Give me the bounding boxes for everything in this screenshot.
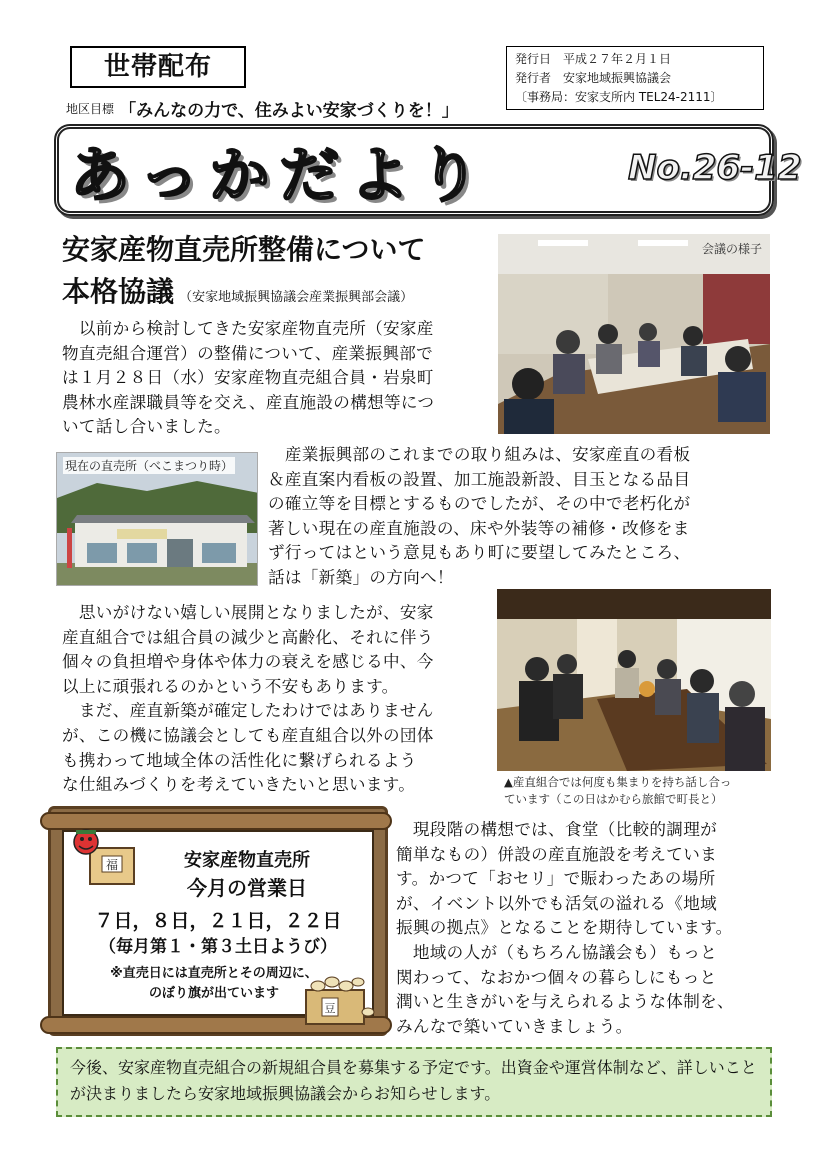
headline-subtitle: （安家地域振興協議会産業振興部会議） xyxy=(179,290,414,305)
text-line: の確立等を目標とするものでしたが、その中で老朽化が xyxy=(268,494,691,514)
headline: 安家産物直売所整備について xyxy=(62,233,426,266)
recruitment-notice: 今後、安家産物直売組合の新規組合員を募集する予定です。出資金や運営体制など、詳しいことが決まりましたら安家地域振興協議会からお知らせします。 xyxy=(56,1047,772,1117)
text-line: 地域の人が（もちろん協議会も）もっと xyxy=(396,942,717,962)
text-line: みんなで築いていきましょう。 xyxy=(396,1016,633,1036)
headline-main: 本格協議 xyxy=(62,275,175,308)
district-slogan xyxy=(66,96,496,121)
headline-second-line xyxy=(62,270,413,310)
fuku-label: 福 xyxy=(105,858,119,872)
text-line: も携わって地域全体の活性化に繋げられるよう xyxy=(62,750,417,770)
article-paragraph-1 xyxy=(62,317,434,440)
text-line: 振興の拠点》となることを期待しています。 xyxy=(396,918,733,938)
text-line: 個々の負担増や身体や体力の衰えを感じる中、今 xyxy=(62,652,434,672)
newsletter-title: あっかだより xyxy=(70,141,490,211)
article-paragraph-3 xyxy=(62,601,434,798)
text-line: 関わって、なおかつ個々の暮らしにもっと xyxy=(396,967,717,987)
text-line: まだ、産直新築が確定したわけではありません xyxy=(62,701,434,721)
text-line: 農林水産課職員等を交え、産直施設の構想等につ xyxy=(62,392,435,412)
text-line: 現段階の構想では、食堂（比較的調理が xyxy=(396,820,717,839)
meeting-photo xyxy=(498,234,770,434)
issue-number: No.26-12 xyxy=(628,148,802,188)
text-line: 話は「新築」の方向へ！ xyxy=(268,567,454,587)
board-note-1: ※直売日には直売所とその周辺に、 xyxy=(110,966,318,981)
article-paragraph-2 xyxy=(268,443,690,591)
distribution-label: 世帯配布 xyxy=(70,46,246,88)
text-line: ず行ってはという意見もあり町に要望してみたところ、 xyxy=(268,543,691,563)
text-line: 以前から検討してきた安家産物直売所（安家産 xyxy=(62,319,434,338)
publisher: 発行者 安家地域振興協議会 xyxy=(515,71,672,85)
board-title: 安家産物直売所 xyxy=(184,850,310,871)
publication-info xyxy=(506,46,764,110)
shop-photo-caption: 現在の直売所（べこまつり時） xyxy=(65,459,234,473)
text-line: ＆産直案内看板の設置、加工施設新設、目玉となる品目 xyxy=(268,469,691,489)
gathering-caption-line-2: ています（この日はかむら旅館で町長と） xyxy=(504,792,723,806)
bean-box-icon xyxy=(300,972,376,1028)
gathering-caption-line-1: ▲産直組合では何度も集まりを持ち話し合っ xyxy=(504,775,732,789)
article-paragraph-4 xyxy=(396,818,734,1039)
text-line: 産直組合では組合員の減少と高齢化、それに伴う xyxy=(62,627,434,647)
shop-photo xyxy=(56,452,258,586)
text-line: 潤いと生きがいを与えられるような体制を、 xyxy=(396,992,734,1012)
board-dates: ７日，８日，２１日，２２日 xyxy=(94,910,342,932)
meeting-photo-image xyxy=(498,234,770,434)
text-line: な仕組みづくりを考えていきたいと思います。 xyxy=(62,775,416,795)
text-line: 思いがけない嬉しい展開となりましたが、安家 xyxy=(62,603,434,622)
board-note-2: のぼり旗が出ています xyxy=(148,986,279,1001)
text-line: が、イベント以外でも活気の溢れる《地域 xyxy=(396,893,717,913)
text-line: 著しい現在の産直施設の、床や外装等の補修・改修をま xyxy=(268,518,690,538)
text-line: 簡単なもの）併設の産直施設を考えていま xyxy=(396,844,717,864)
board-subtitle: 今月の営業日 xyxy=(187,876,307,900)
gathering-photo-image xyxy=(497,589,771,771)
text-line: す。かつて「おセリ」で賑わったあの場所 xyxy=(396,869,716,889)
text-line: は１月２８日（水）安家産物直売組合員・岩泉町 xyxy=(62,368,434,388)
gathering-photo xyxy=(497,589,771,771)
meeting-photo-caption: 会議の様子 xyxy=(701,242,762,256)
text-line: 産業振興部のこれまでの取り組みは、安家産直の看板 xyxy=(268,445,691,464)
text-line: 物直売組合運営）の整備について、産業振興部で xyxy=(62,343,433,363)
board-rule: （毎月第１・第３土日ようび） xyxy=(99,937,337,957)
slogan-label: 地区目標 xyxy=(66,102,115,116)
mame-label: 豆 xyxy=(324,1002,336,1015)
office-contact: 〔事務局：安家支所内 TEL24-2111〕 xyxy=(515,90,723,104)
issue-date: 発行日 平成２７年２月１日 xyxy=(515,52,672,66)
text-line: いて話し合いました。 xyxy=(62,417,231,437)
text-line: 以上に頑張れるのかという不安もあります。 xyxy=(62,676,399,696)
slogan-text: 「みんなの力で、住みよい安家づくりを！」 xyxy=(119,101,459,121)
text-line: が、この機に協議会としても産直組合以外の団体 xyxy=(62,725,434,745)
